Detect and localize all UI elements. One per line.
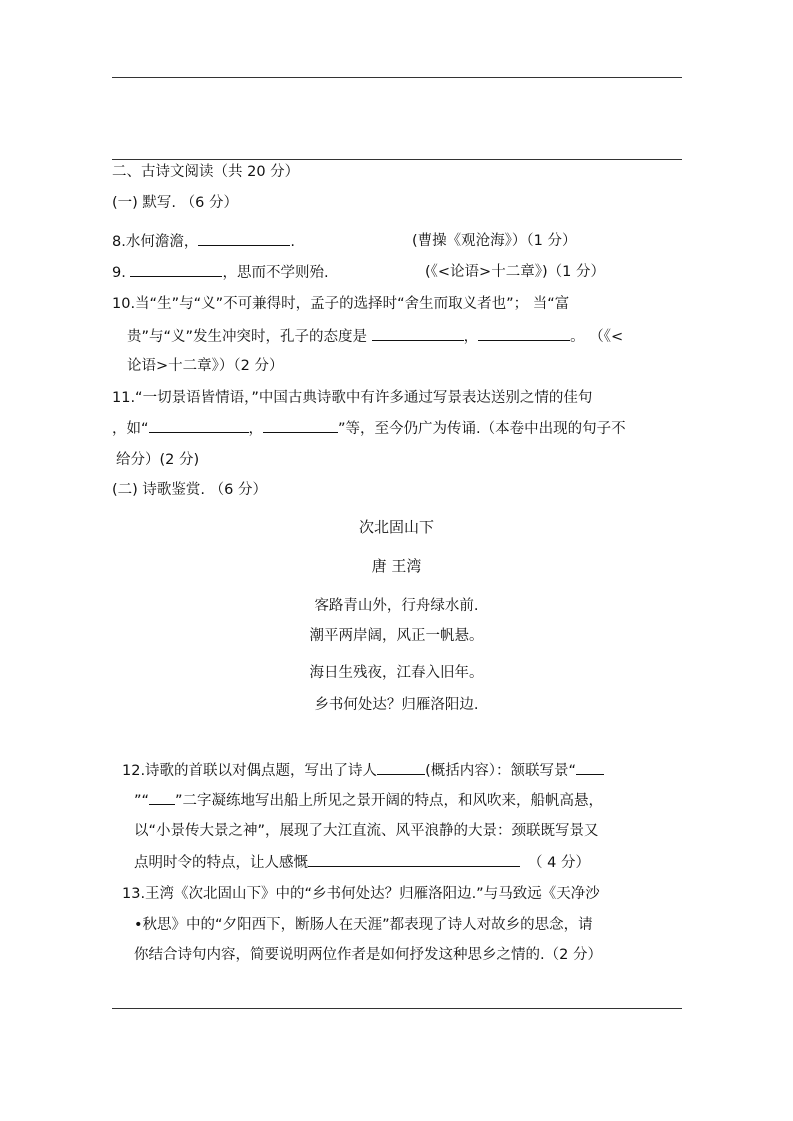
q12-blank-1[interactable] xyxy=(377,760,425,775)
poem-author: 唐 王湾 xyxy=(371,557,422,575)
top-rule xyxy=(112,77,682,78)
q8-source: (曹操《观沧海》）（1 分） xyxy=(412,233,577,249)
q12-blank-5[interactable] xyxy=(308,852,520,867)
q10-blank-2[interactable] xyxy=(478,326,570,341)
q11-line-3: 给分）(2 分) xyxy=(116,452,200,468)
q11-blank-1[interactable] xyxy=(149,418,249,433)
q12-line-2: ”“ ”二字凝练地写出船上所见之景开阔的特点，和风吹来，船帆高悬， xyxy=(134,790,603,811)
q9-source: (《<论语>十二章》)（1 分） xyxy=(425,264,605,280)
q9-text: ，思而不学则殆. xyxy=(222,265,329,281)
question-9 xyxy=(112,262,329,283)
q11-line-2: ，如“ ， ”等，至今仍广为传诵.（本卷中出现的句子不 xyxy=(112,418,626,439)
q12-line-1: 12.诗歌的首联以对偶点题，写出了诗人 (概括内容）：颔联写景“ xyxy=(122,760,604,781)
q13-line-3: 你结合诗句内容，简要说明两位作者是如何抒发这种思乡之情的.（2 分） xyxy=(134,947,602,963)
part2-heading: (二) 诗歌鉴赏. （6 分） xyxy=(112,482,267,498)
q10-line-2: 贵”与“义”发生冲突时，孔子的态度是 ， 。 （《< xyxy=(127,326,623,347)
q9-blank[interactable] xyxy=(130,262,222,277)
q8-text: 8.水何澹澹， xyxy=(112,234,199,250)
section-heading: 二、古诗文阅读（共 20 分） xyxy=(112,164,300,180)
q10-blank-1[interactable] xyxy=(372,326,464,341)
poem-line: 海日生残夜，江春入旧年。 xyxy=(309,665,484,681)
q12-line-4: 点明时令的特点，让人感慨 （ 4 分） xyxy=(134,852,590,873)
bottom-rule xyxy=(112,1008,682,1009)
q12-line-3: 以“小景传大景之神”，展现了大江直流、风平浪静的大景：颈联既写景又 xyxy=(134,823,599,839)
question-8: 8.水何澹澹， . xyxy=(112,231,295,252)
q13-line-2: •秋思》中的“夕阳西下，断肠人在天涯”都表现了诗人对故乡的思念，请 xyxy=(134,917,593,933)
poem-line: 客路青山外，行舟绿水前. xyxy=(314,598,479,614)
poem-line: 乡书何处达？归雁洛阳边. xyxy=(314,697,479,713)
q11-blank-2[interactable] xyxy=(263,418,338,433)
q9-number: 9. xyxy=(112,265,126,281)
poem-line: 潮平两岸阔，风正一帆悬。 xyxy=(309,628,484,644)
poem-title: 次北固山下 xyxy=(358,518,434,536)
q12-blank-4[interactable] xyxy=(149,790,175,805)
q10-line-3: 论语>十二章》）（2 分） xyxy=(127,358,284,374)
q8-blank[interactable] xyxy=(198,231,290,246)
q10-line-1: 10.当“生”与“义”不可兼得时，孟子的选择时“舍生而取义者也”； 当“富 xyxy=(112,296,570,312)
section-rule xyxy=(112,159,682,160)
q13-line-1: 13.王湾《次北固山下》中的“乡书何处达？归雁洛阳边.”与马致远《天净沙 xyxy=(122,886,600,902)
q12-blank-2[interactable] xyxy=(576,760,604,775)
part1-heading: (一) 默写. （6 分） xyxy=(112,195,238,211)
q11-line-1: 11.“一切景语皆情语，”中国古典诗歌中有许多通过写景表达送别之情的佳句 xyxy=(112,390,593,406)
